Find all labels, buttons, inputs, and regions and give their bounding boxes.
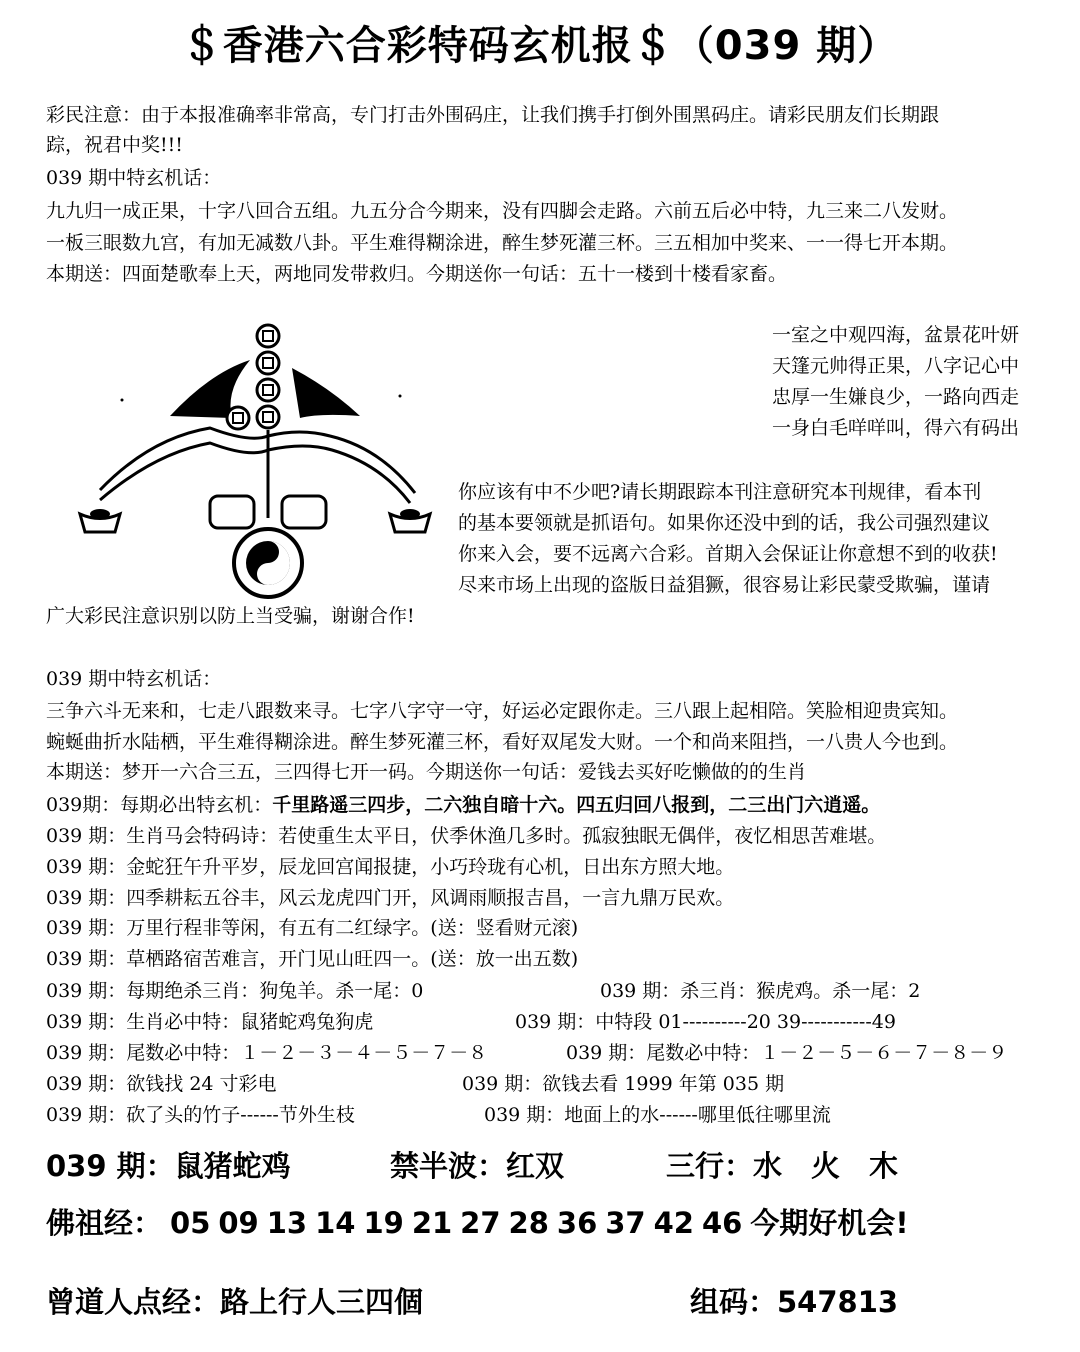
buddha-label: 佛祖经： (46, 1206, 163, 1240)
pair-right: 039 期：地面上的水------哪里低往哪里流 (484, 1104, 831, 1126)
pair-left: 039 期：欲钱找 24 寸彩电 (46, 1073, 277, 1095)
section1-line: 九九归一成正果，十字八回合五组。九五分合今期来，没有四脚会走路。六前五后必中特，九三来二八发财。 (46, 200, 959, 222)
notice-line-1: 彩民注意：由于本报准确率非常高，专门打击外围码庄，让我们携手打倒外围黑码庄。请彩民朋友们长期跟 (46, 104, 940, 126)
pair-left: 039 期：尾数必中特：１－２－３－４－５－７－８ (46, 1042, 488, 1064)
poem-line: 忠厚一生嫌良少，一路向西走 (772, 386, 1020, 408)
poem-line: 一室之中观四海，盆景花叶妍 (772, 324, 1020, 346)
buddha-number: 28 (508, 1206, 549, 1240)
bold-line (46, 790, 880, 820)
pair-left: 039 期：砍了头的竹子------节外生枝 (46, 1104, 355, 1126)
buddha-number: 37 (605, 1206, 646, 1240)
item-line: 039 期：草栖路宿苦难言，开门见山旺四一。(送：放一出五数) (46, 948, 579, 970)
section2-heading: 039 期中特玄机话： (46, 668, 222, 690)
summary-half-wave: 禁半波：红双 (390, 1149, 565, 1183)
talisman-illustration (60, 318, 440, 600)
section2-line: 三争六斗无来和，七走八跟数来寻。七字八字守一守，好运必定跟你走。三八跟上起相陪。笑脸相迎贵宾知。 (46, 700, 959, 722)
pair-left: 039 期：每期绝杀三肖：狗兔羊。杀一尾：0 (46, 980, 424, 1002)
buddha-suffix: 今期好机会! (750, 1206, 909, 1240)
ad-line: 你应该有中不少吧?请长期跟踪本刊注意研究本刊规律，看本刊 (458, 481, 982, 503)
buddha-number: 19 (363, 1206, 404, 1240)
buddha-number: 09 (218, 1206, 259, 1240)
notice-line-2: 踪，祝君中奖!!! (46, 134, 183, 156)
summary-period: 039 期：鼠猪蛇鸡 (46, 1149, 291, 1183)
buddha-number: 21 (411, 1206, 453, 1240)
pair-right: 039 期：中特段 01----------20 39-----------49 (515, 1011, 896, 1033)
pair-right: 039 期：欲钱去看 1999 年第 035 期 (462, 1073, 785, 1095)
buddha-line (46, 1201, 917, 1242)
buddha-number: 46 (701, 1206, 743, 1240)
bold-line-prefix: 039期：每期必出特玄机： (46, 794, 273, 816)
section1-heading: 039 期中特玄机话： (46, 167, 222, 189)
item-line: 039 期：生肖马会特码诗：若使重生太平日，伏季休渔几多时。孤寂独眠无偶伴，夜忆相思苦难堪。 (46, 825, 887, 847)
section1-line: 一板三眼数九宫，有加无减数八卦。平生难得糊涂进，醉生梦死灌三杯。三五相加中奖来、一一得七开本期。 (46, 232, 959, 254)
poem-line: 天篷元帅得正果，八字记心中 (772, 355, 1020, 377)
ad-line: 广大彩民注意识别以防上当受骗，谢谢合作! (46, 605, 415, 627)
summary-three: 三行：水 火 木 (666, 1149, 899, 1183)
footer-right: 组码：547813 (690, 1285, 899, 1319)
section2-line: 蜿蜒曲折水陆栖，平生难得糊涂进。醉生梦死灌三杯，看好双尾发大财。一个和尚来阻挡，一八贵人今也到。 (46, 731, 959, 753)
buddha-number: 42 (653, 1206, 694, 1240)
bold-line-text: 千里路遥三四步，二六独自暗十六。四五归回八报到，二三出门六逍遥。 (272, 794, 881, 816)
pair-right: 039 期：杀三肖：猴虎鸡。杀一尾：2 (600, 980, 921, 1002)
item-line: 039 期：金蛇狂午升平岁，辰龙回宫闻报捷，小巧玲珑有心机，日出东方照大地。 (46, 856, 735, 878)
ad-line: 的基本要领就是抓语句。如果你还没中到的话，我公司强烈建议 (458, 512, 991, 534)
buddha-number: 36 (556, 1206, 598, 1240)
section2-line: 本期送：梦开一六合三五，三四得七开一码。今期送你一句话：爱钱去买好吃懒做的的生肖 (46, 761, 807, 783)
buddha-number: 27 (460, 1206, 501, 1240)
page-title: ＄香港六合彩特码玄机报＄（039 期） (181, 23, 899, 69)
item-line: 039 期：万里行程非等闲，有五有二红绿字。(送：竖看财元滚) (46, 917, 579, 939)
section1-line: 本期送：四面楚歌奉上天，两地同发带救归。今期送你一句话：五十一楼到十楼看家畜。 (46, 263, 788, 285)
poem-line: 一身白毛咩咩叫，得六有码出 (772, 417, 1020, 439)
buddha-number: 13 (266, 1206, 308, 1240)
ad-line: 你来入会，要不远离六合彩。首期入会保证让你意想不到的收获! (458, 543, 998, 565)
pair-left: 039 期：生肖必中特：鼠猪蛇鸡兔狗虎 (46, 1011, 374, 1033)
footer-left: 曾道人点经：路上行人三四個 (46, 1285, 424, 1319)
buddha-number: 05 (170, 1206, 211, 1240)
pair-right: 039 期：尾数必中特：１－２－５－６－７－８－９ (566, 1042, 1008, 1064)
item-line: 039 期：四季耕耘五谷丰，风云龙虎四门开，风调雨顺报吉昌，一言九鼎万民欢。 (46, 887, 735, 909)
ad-line: 尽来市场上出现的盗版日益猖獗，很容易让彩民蒙受欺骗，谨请 (458, 574, 991, 596)
buddha-number: 14 (315, 1206, 356, 1240)
